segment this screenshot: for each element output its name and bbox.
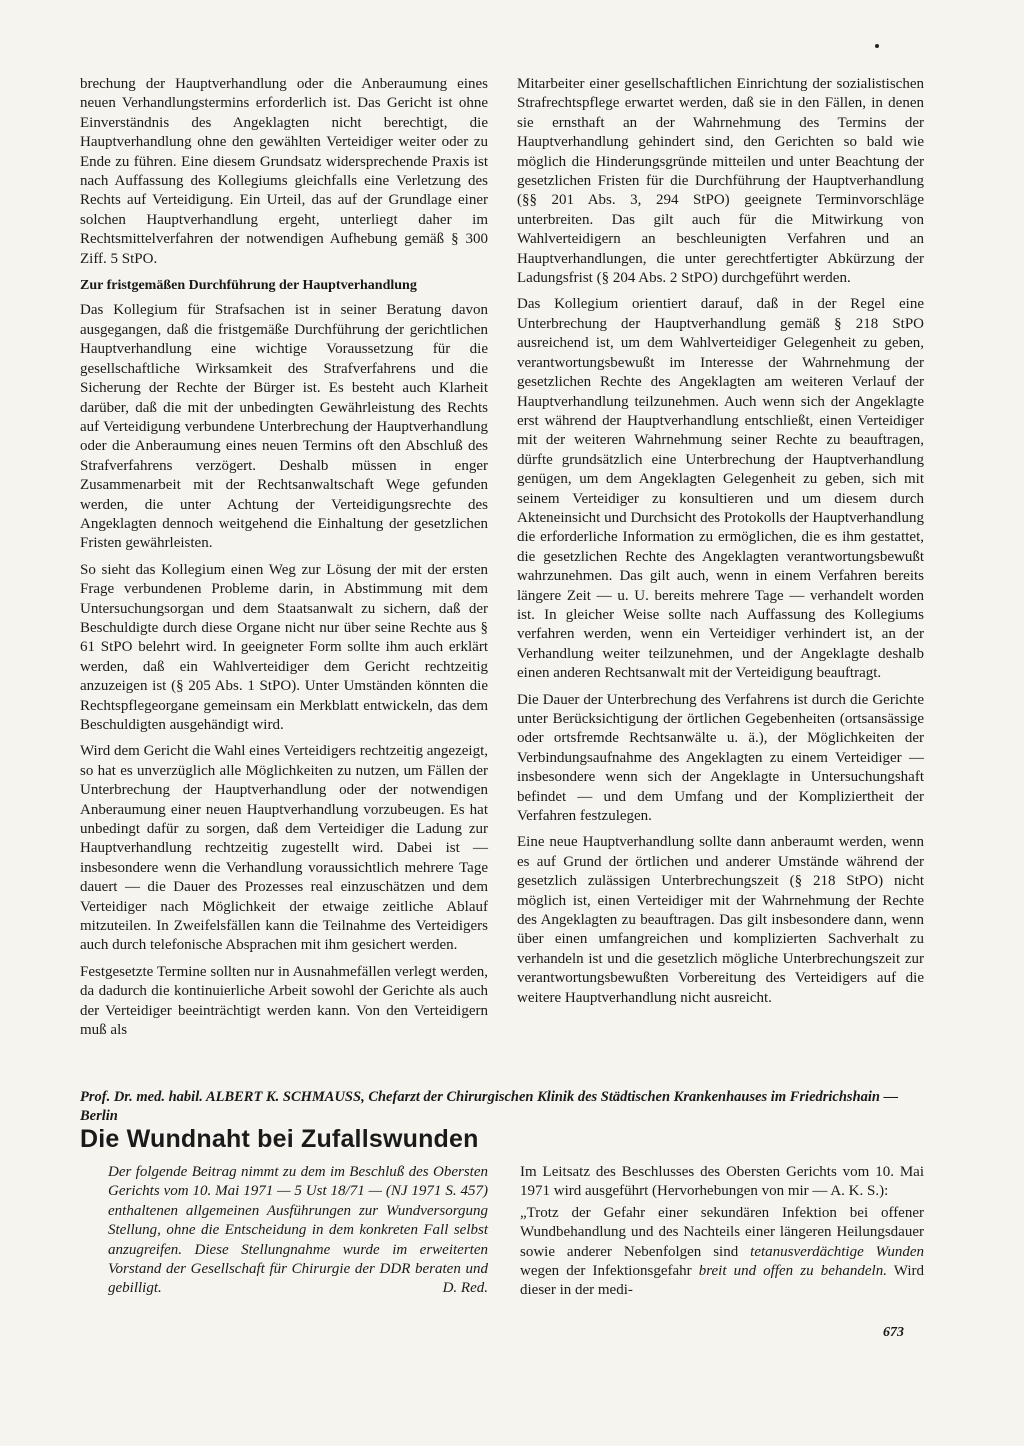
author-line: Prof. Dr. med. habil. ALBERT K. SCHMAUSS, Chefarzt der Chirurgischen Klinik des Städtischen Krankenhauses im Friedrichshain — Berlin	[80, 1089, 899, 1124]
left-column	[80, 75, 488, 1048]
page-number: 673	[883, 1325, 904, 1340]
paragraph: brechung der Hauptverhandlung oder die Anberaumung eines neuen Verhandlungstermins erforderlich ist. Das Gericht ist ohne Einverständnis des Angeklagten nicht berechtigt, die Hauptverhandlung ohne den gewählten Verteidiger weiter oder zu Ende zu führen. Eine diesem Grundsatz widersprechende Praxis ist nach Auffassung des Kollegiums gleichfalls eine Verletzung des Rechts auf Verteidigung. Ein Urteil, das auf der Grundlage einer solchen Hauptverhandlung ergeht, unterliegt daher im Rechtsmittelverfahren der notwendigen Aufhebung gemäß § 300 Ziff. 5 StPO.	[80, 76, 488, 267]
quote-text: Wird dieser in der medi-	[520, 1263, 924, 1299]
paragraph: Eine neue Hauptverhandlung sollte dann anberaumt werden, wenn es auf Grund der örtlichen und anderer Umstände während der gesetzlich zulässigen Unterbrechungszeit (§ 218 StPO) nicht möglich ist, einen Verteidiger mit der Wahrnehmung der Rechte des Angeklagten zu beauftragen. Das gilt insbesondere dann, wenn über einen umfangreichen und komplizierten Sachverhalt zu verhandeln ist und die gesetzlich mögliche Unterbrechungszeit zur verantwortungsbewußten Vorbereitung des Verteidigers auf die weitere Hauptverhandlung nicht ausreicht.	[517, 834, 924, 1006]
quote-text: wegen der Infektionsgefahr	[520, 1263, 699, 1280]
article-body-start	[520, 1163, 924, 1303]
paragraph: Im Leitsatz des Beschlusses des Obersten Gerichts vom 10. Mai 1971 wird ausgeführt (Hervorhebungen von mir — A. K. S.):	[520, 1164, 924, 1200]
quote-emphasis: breit und offen zu behandeln.	[698, 1263, 887, 1280]
right-column	[517, 75, 924, 1015]
intro-signature: D. Red.	[442, 1280, 488, 1297]
paragraph: Festgesetzte Termine sollten nur in Ausnahmefällen verlegt werden, da dadurch die kontinuierliche Arbeit sowohl der Gerichte als auch der Verteidiger beeinträchtigt werden kann. Von den Verteidigern muß als	[80, 963, 488, 1039]
paragraph: Mitarbeiter einer gesellschaftlichen Einrichtung der sozialistischen Strafrechtspflege erwartet werden, daß sie in den Fällen, in denen sie ernsthaft an der Wahrnehmung des Termins der Hauptverhandlung gehindert sind, den Gerichten so bald wie möglich die Hinderungsgründe mitteilen und unter Beachtung der gesetzlichen Fristen für die Durchführung der Hauptverhandlung (§§ 201 Abs. 3, 294 StPO) geeignete Terminvorschläge unterbreiten. Das gilt auch für die Mitwirkung von Wahlverteidigern an beschleunigten Verfahren und an Hauptverhandlungen, die unter gerechtfertigter Abkürzung der Ladungsfrist (§ 204 Abs. 2 StPO) durchgeführt werden.	[517, 76, 924, 287]
editorial-intro	[108, 1163, 488, 1299]
paragraph: Das Kollegium orientiert darauf, daß in der Regel eine Unterbrechung der Hauptverhandlung gemäß § 218 StPO ausreichend ist, um dem Wahlverteidiger Gelegenheit zu geben, verantwortungsbewußt im Interesse der Wahrnehmung der gesetzlichen Rechte des Angeklagten am weiteren Verlauf der Hauptverhandlung teilzunehmen. Auch wenn sich der Angeklagte erst während der Hauptverhandlung entschließt, einen Verteidiger mit der weiteren Wahrnehmung seiner Rechte zu beauftragen, dürfte grundsätzlich eine Unterbrechung der Hauptverhandlung genügen, um dem Angeklagten Gelegenheit zu geben, sich mit seinem Verteidiger zu konsultieren und um diesem durch Akteneinsicht und Durchsicht des Protokolls der Hauptverhandlung die erforderliche Information zu ermöglichen, die es ihm gestattet, die gesetzlichen Rechte des Angeklagten verantwortungsbewußt wahrzunehmen. Das gilt auch, wenn in einem Verfahren bereits längere Zeit — u. U. bereits mehrere Tage — verhandelt worden ist. In gleicher Weise sollte nach Auffassung des Kollegiums verfahren werden, wenn ein Verteidiger verhindert ist, an der Verhandlung weiter teilzunehmen, und der Angeklagte deshalb einen anderen Rechtsanwalt mit der Verteidigung beauftragt.	[517, 296, 924, 682]
paragraph: So sieht das Kollegium einen Weg zur Lösung der mit der ersten Frage verbundenen Probleme darin, in Abstimmung mit dem Untersuchungsorgan und dem Staatsanwalt zu sichern, daß der Beschuldigte durch diese Organe nicht nur über seine Rechte aus § 61 StPO belehrt wird. In geeigneter Form sollte ihm auch erklärt werden, daß ein Wahlverteidiger dem Gericht rechtzeitig anzuzeigen ist (§ 205 Abs. 1 StPO). Unter Umständen könnten die Rechtspflegeorgane gemeinsam ein Merkblatt entwickeln, das dem Beschuldigten ausgehändigt wird.	[80, 561, 488, 733]
paragraph: Wird dem Gericht die Wahl eines Verteidigers rechtzeitig angezeigt, so hat es unverzüglich alle Möglichkeiten zu nutzen, um Fällen der Unterbrechung der Hauptverhandlung oder der notwendigen Anberaumung einer neuen Hauptverhandlung vorzubeugen. Es hat unbedingt dafür zu sorgen, daß dem Verteidiger die Ladung zur Hauptverhandlung rechtzeitig zugestellt wird. Dabei ist — insbesondere wenn die Verhandlung voraussichtlich mehrere Tage dauert — die Dauer des Prozesses real einzuschätzen und dem Verteidiger nach Möglichkeit der etwaige zeitliche Ablauf mitzuteilen. In Zweifelsfällen kann die Teilnahme des Verteidigers auch durch telefonische Absprachen mit ihm gesichert werden.	[80, 743, 488, 954]
paragraph: Das Kollegium für Strafsachen ist in seiner Beratung davon ausgegangen, daß die fristgemäße Durchführung der gerichtlichen Hauptverhandlung eine wichtige Voraussetzung für die gesellschaftliche Wirksamkeit des Strafverfahrens und die Sicherung der Rechte der Bürger ist. Es besteht auch Klarheit darüber, daß die mit der unbedingten Gewährleistung des Rechts auf Verteidigung verbundene Unterbrechung der Hauptverhandlung oder die Anberaumung eines neuen Termins oft den Abschluß des Strafverfahrens verzögert. Deshalb müssen in enger Zusammenarbeit mit der Rechtsanwaltschaft Wege gefunden werden, die unter Achtung der Verteidigungsrechte des Angeklagten dennoch weitgehend die Einhaltung der gesetzlichen Fristen gewährleisten.	[80, 302, 488, 552]
quote-text: „Trotz der Gefahr einer sekundären Infektion bei offener Wundbehandlung und des Nachteils einer längeren Heilungsdauer sowie anderer Nebenfolgen sind	[520, 1204, 924, 1260]
quote-paragraph	[520, 1204, 924, 1301]
paragraph: Die Dauer der Unterbrechung des Verfahrens ist durch die Gerichte unter Berücksichtigung der örtlichen Gegebenheiten (ortsansässige oder ortsfremde Rechtsanwälte u. ä.), der Möglichkeiten der Verbindungsaufnahme des Angeklagten zu einem Verteidiger — insbesondere wenn sich der Angeklagte in Untersuchungshaft befindet — und dem Umfang und der Kompliziertheit der Verfahren festzulegen.	[517, 691, 924, 825]
quote-emphasis: tetanusverdächtige Wunden	[750, 1243, 925, 1260]
intro-text: Der folgende Beitrag nimmt zu dem im Beschluß des Obersten Gerichts vom 10. Mai 1971 — 5 Ust 18/71 — (NJ 1971 S. 457) enthaltenen allgemeinen Ausführungen zur Wundversorgung Stellung, ohne die Entscheidung in dem konkreten Fall selbst anzugreifen. Diese Stellungnahme wurde im erweiterten Vorstand der Gesellschaft für Chirurgie der DDR beraten und gebilligt.	[108, 1164, 488, 1297]
print-mark	[875, 44, 879, 48]
article-title: Die Wundnaht bei Zufallswunden	[80, 1125, 479, 1153]
section-subheading: Zur fristgemäßen Durchführung der Hauptverhandlung	[80, 278, 417, 294]
